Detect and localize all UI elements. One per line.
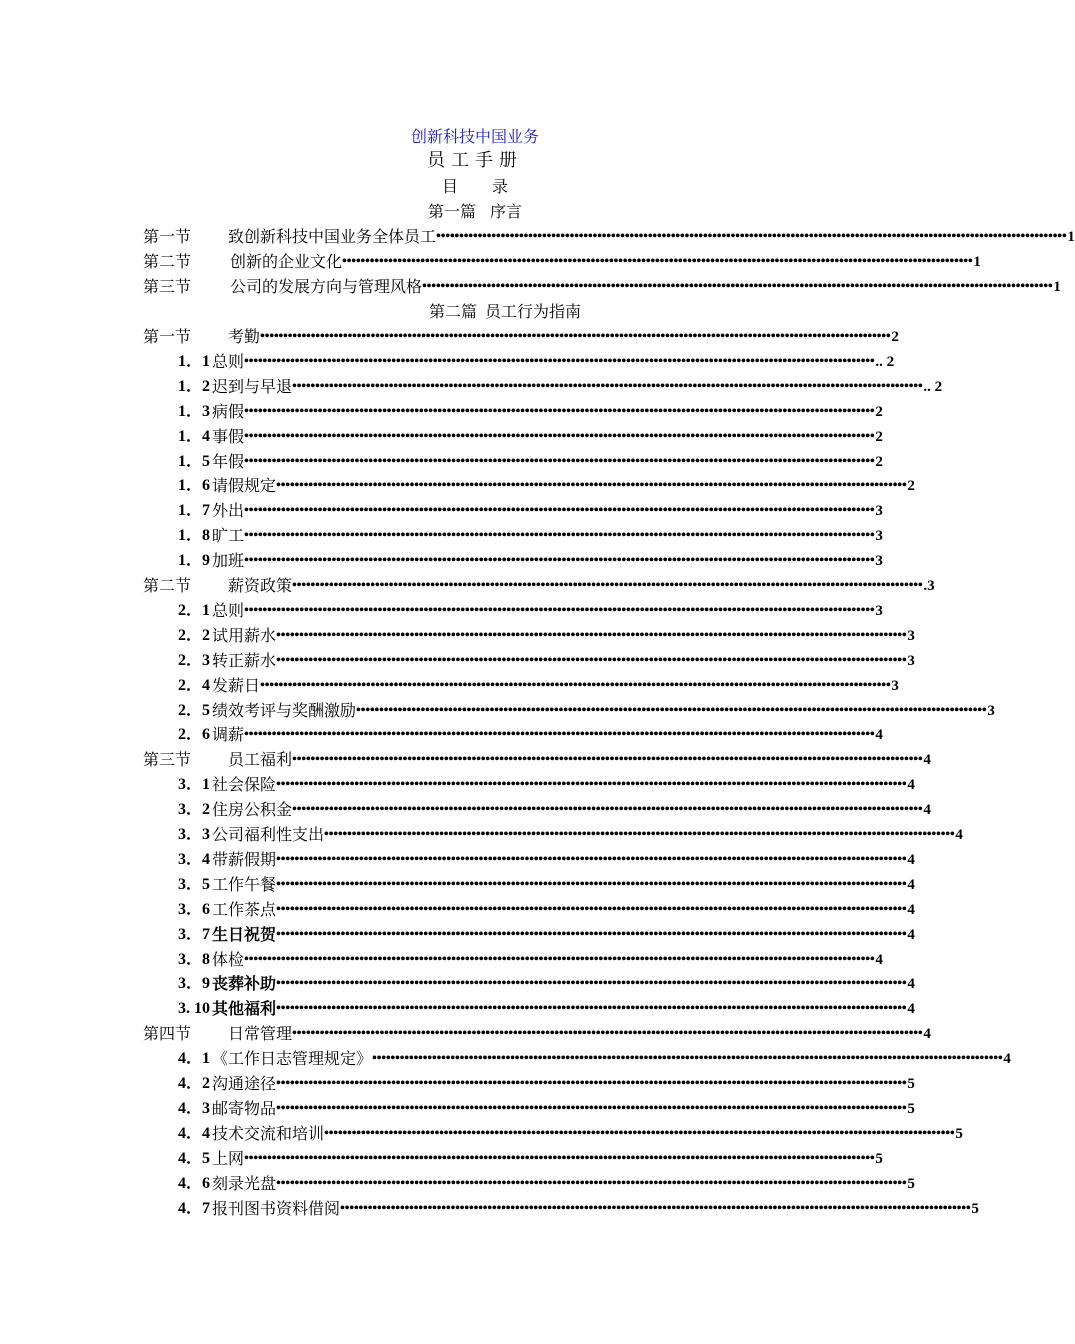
item-number: 4．1 <box>178 1050 211 1068</box>
entry-title: 转正薪水 <box>212 650 277 670</box>
entry-title: 绩效考评与奖酬激励 <box>212 700 357 720</box>
page-number: 5 <box>955 1125 963 1142</box>
entry-title: 刻录光盘 <box>212 1173 277 1193</box>
dot-leader: ••••••••••••••••••••••••••••••••••••••••••••••••••••••••••••••••••••••••••••••••••••••••••••••••••••••••••••••••••••••••••••••••••••••••• <box>276 1100 907 1116</box>
toc-item-row[interactable] <box>143 774 915 796</box>
item-number: 1．4 <box>178 427 211 445</box>
dot-leader: ••••••••••••••••••••••••••••••••••••••••••••••••••••••••••••••••••••••••••••••••••••••••••••••••••••••••••••••••••••••••••••••••••••••••• <box>276 1001 907 1017</box>
toc-item-row[interactable] <box>143 1048 1011 1070</box>
item-number: 4．4 <box>178 1124 211 1142</box>
dot-leader: ••••••••••••••••••••••••••••••••••••••••••••••••••••••••••••••••••••••••••••••••••••••••••••••••••••••••••••••••••••••••••••••••••••••••• <box>276 777 907 793</box>
toc-item-row[interactable] <box>143 1173 915 1195</box>
toc-item-row[interactable] <box>143 1098 915 1120</box>
entry-title: 发薪日 <box>212 675 261 695</box>
toc-item-row[interactable] <box>143 500 883 522</box>
entry-title: 事假 <box>212 426 245 446</box>
toc-item-row[interactable] <box>143 451 883 473</box>
toc-section-row[interactable] <box>143 575 935 597</box>
toc-heading-right: 录 <box>492 177 509 196</box>
entry-title: 丧葬补助 <box>212 974 277 994</box>
dot-leader: ••••••••••••••••••••••••••••••••••••••••••••••••••••••••••••••••••••••••••••••••••••••••••••••••••••••••••••••••••••••••••••••••••••••••• <box>276 1076 907 1091</box>
dot-leader: ••••••••••••••••••••••••••••••••••••••••••••••••••••••••••••••••••••••••••••••••••••••••••••••••••••••••••••••••••••••••••••••••••••••••• <box>292 802 923 818</box>
page-number: .3 <box>923 578 935 594</box>
page-number: 2 <box>875 428 883 445</box>
item-number: 2．4 <box>178 676 211 694</box>
toc-item-row[interactable] <box>143 351 895 373</box>
item-number: 1．1 <box>178 352 211 370</box>
dot-leader: ••••••••••••••••••••••••••••••••••••••••••••••••••••••••••••••••••••••••••••••••••••••••••••••••••••••••••••••••••••••••••••••••••••••••• <box>244 727 875 743</box>
toc-item-row[interactable] <box>143 625 915 647</box>
item-number: 4．2 <box>178 1075 211 1092</box>
dot-leader: ••••••••••••••••••••••••••••••••••••••••••••••••••••••••••••••••••••••••••••••••••••••••••••••••••••••••••••••••••••••••••••••••••••••••• <box>276 901 907 917</box>
page-number: 4 <box>875 951 883 968</box>
manual-title: 员工手册 <box>427 150 523 171</box>
dot-leader: ••••••••••••••••••••••••••••••••••••••••••••••••••••••••••••••••••••••••••••••••••••••••••••••••••••••••••••••••••••••••••••••••••••••••• <box>244 951 875 967</box>
entry-title: 病假 <box>212 401 245 421</box>
page-number: 4 <box>923 1026 931 1043</box>
page-number: 3 <box>907 652 915 669</box>
toc-section-row[interactable] <box>143 251 981 273</box>
entry-title: 请假规定 <box>212 476 277 496</box>
item-number: 3．6 <box>178 900 211 918</box>
part-one-heading <box>0 201 950 223</box>
entry-title: 致创新科技中国业务全体员工 <box>228 227 437 246</box>
page-number: 4 <box>907 1001 915 1018</box>
item-number: 1．9 <box>178 552 211 570</box>
entry-title: 日常管理 <box>228 1024 293 1044</box>
entry-title: 试用薪水 <box>212 625 277 645</box>
toc-item-row[interactable] <box>143 376 943 398</box>
dot-leader: ••••••••••••••••••••••••••••••••••••••••••••••••••••••••••••••••••••••••••••••••••••••••••••••••••••••••••••••••••••••••••••••••••••••••• <box>276 876 907 892</box>
toc-item-row[interactable] <box>143 1123 963 1145</box>
toc-item-row[interactable] <box>143 401 883 423</box>
page-number: 1 <box>973 253 981 270</box>
dot-leader: ••••••••••••••••••••••••••••••••••••••••••••••••••••••••••••••••••••••••••••••••••••••••••••••••••••••••••••••••••••••••••••••••••••••••• <box>276 976 907 992</box>
item-number: 4．7 <box>178 1199 211 1217</box>
dot-leader: ••••••••••••••••••••••••••••••••••••••••••••••••••••••••••••••••••••••••••••••••••••••••••••••••••••••••••••••••••••••••••••••••••••••••• <box>244 553 875 569</box>
page-number: 4 <box>907 976 915 993</box>
toc-item-row[interactable] <box>143 475 915 497</box>
dot-leader: ••••••••••••••••••••••••••••••••••••••••••••••••••••••••••••••••••••••••••••••••••••••••••••••••••••••••••••••••••••••••••••••••••••••••• <box>244 403 875 419</box>
toc-item-row[interactable] <box>143 1198 979 1220</box>
part-two-heading <box>30 301 980 323</box>
toc-item-row[interactable] <box>143 799 931 821</box>
dot-leader: ••••••••••••••••••••••••••••••••••••••••••••••••••••••••••••••••••••••••••••••••••••••••••••••••••••••••••••••••••••••••••••••••••••••••• <box>244 353 875 369</box>
part-label: 第一篇 <box>427 202 476 221</box>
item-number: 3．8 <box>178 950 211 968</box>
item-number: 1．7 <box>178 502 211 520</box>
toc-item-row[interactable] <box>143 973 915 995</box>
page-number: 4 <box>907 777 915 794</box>
dot-leader: ••••••••••••••••••••••••••••••••••••••••••••••••••••••••••••••••••••••••••••••••••••••••••••••••••••••••••••••••••••••••••••••••••••••••• <box>244 1150 875 1166</box>
page-number: 4 <box>923 802 931 819</box>
toc-item-row[interactable] <box>143 525 883 547</box>
dot-leader: ••••••••••••••••••••••••••••••••••••••••••••••••••••••••••••••••••••••••••••••••••••••••••••••••••••••••••••••••••••••••••••••••••••••••• <box>244 428 875 444</box>
part-label: 第二篇 <box>428 302 477 321</box>
toc-item-row[interactable] <box>143 700 995 722</box>
toc-item-row[interactable] <box>143 426 883 448</box>
item-number: 1．3 <box>178 402 211 420</box>
section-number: 第一节 <box>143 227 192 246</box>
item-number: 1．2 <box>178 377 211 395</box>
page-number: 5 <box>907 1175 915 1192</box>
entry-title: 邮寄物品 <box>212 1098 277 1118</box>
toc-item-row[interactable] <box>143 550 883 572</box>
page-number: 3 <box>907 627 915 644</box>
toc-section-row[interactable] <box>143 749 931 771</box>
section-number: 第三节 <box>143 276 192 296</box>
toc-item-row[interactable] <box>143 1073 915 1095</box>
item-number: 2．1 <box>178 601 211 619</box>
item-number: 3．1 <box>178 776 211 794</box>
item-number: 4．5 <box>178 1149 211 1167</box>
page-number: 2 <box>891 329 899 345</box>
toc-heading-left: 目 <box>441 177 458 196</box>
toc-section-row[interactable] <box>143 226 1075 248</box>
company-title: 创新科技中国业务 <box>410 127 539 146</box>
dot-leader: ••••••••••••••••••••••••••••••••••••••••••••••••••••••••••••••••••••••••••••••••••••••••••••••••••••••••••••••••••••••••••••••••••••••••• <box>276 478 907 494</box>
page-number: 3 <box>875 602 883 619</box>
entry-title: 社会保险 <box>212 775 277 795</box>
entry-title: 旷工 <box>212 526 245 546</box>
item-number: 2．5 <box>178 701 211 719</box>
dot-leader: ••••••••••••••••••••••••••••••••••••••••••••••••••••••••••••••••••••••••••••••••••••••••••••••••••••••••••••••••••••••••••••••••••••••••• <box>260 677 891 693</box>
dot-leader: ••••••••••••••••••••••••••••••••••••••••••••••••••••••••••••••••••••••••••••••••••••••••••••••••••••••••••••••••••••••••••••••••••••••••• <box>422 278 1053 294</box>
part-name: 序言 <box>490 202 523 221</box>
entry-title: 公司福利性支出 <box>212 825 325 844</box>
entry-title: 其他福利 <box>212 999 277 1019</box>
page-number: 4 <box>907 851 915 868</box>
item-number: 3．3 <box>178 826 211 843</box>
entry-title: 总则 <box>212 600 245 620</box>
toc-item-row[interactable] <box>143 924 915 946</box>
page-number: 3 <box>875 503 883 520</box>
dot-leader: ••••••••••••••••••••••••••••••••••••••••••••••••••••••••••••••••••••••••••••••••••••••••••••••••••••••••••••••••••••••••••••••••••••••••• <box>276 851 907 867</box>
entry-title: 技术交流和培训 <box>212 1123 325 1143</box>
dot-leader: ••••••••••••••••••••••••••••••••••••••••••••••••••••••••••••••••••••••••••••••••••••••••••••••••••••••••••••••••••••••••••••••••••••••••• <box>276 627 907 643</box>
entry-title: 工作茶点 <box>212 899 277 919</box>
item-number: 2．2 <box>178 626 211 644</box>
dot-leader: ••••••••••••••••••••••••••••••••••••••••••••••••••••••••••••••••••••••••••••••••••••••••••••••••••••••••••••••••••••••••••••••••••••••••• <box>292 1026 923 1042</box>
page-number: 1 <box>1067 229 1075 245</box>
dot-leader: ••••••••••••••••••••••••••••••••••••••••••••••••••••••••••••••••••••••••••••••••••••••••••••••••••••••••••••••••••••••••••••••••••••••••• <box>244 503 875 519</box>
item-number: 2．6 <box>178 726 211 744</box>
item-number: 4．3 <box>178 1099 211 1117</box>
dot-leader: ••••••••••••••••••••••••••••••••••••••••••••••••••••••••••••••••••••••••••••••••••••••••••••••••••••••••••••••••••••••••••••••••••••••••• <box>260 329 891 344</box>
entry-title: 工作午餐 <box>212 874 277 894</box>
section-number: 第三节 <box>143 750 192 770</box>
dot-leader: ••••••••••••••••••••••••••••••••••••••••••••••••••••••••••••••••••••••••••••••••••••••••••••••••••••••••••••••••••••••••••••••••••••••••• <box>276 652 907 668</box>
entry-title: 调薪 <box>212 725 245 745</box>
dot-leader: ••••••••••••••••••••••••••••••••••••••••••••••••••••••••••••••••••••••••••••••••••••••••••••••••••••••••••••••••••••••••••••••••••••••••• <box>276 1175 907 1191</box>
entry-title: 生日祝贺 <box>212 924 277 944</box>
dot-leader: ••••••••••••••••••••••••••••••••••••••••••••••••••••••••••••••••••••••••••••••••••••••••••••••••••••••••••••••••••••••••••••••••••••••••• <box>356 702 987 718</box>
dot-leader: ••••••••••••••••••••••••••••••••••••••••••••••••••••••••••••••••••••••••••••••••••••••••••••••••••••••••••••••••••••••••••••••••••••••••• <box>276 926 907 942</box>
dot-leader: ••••••••••••••••••••••••••••••••••••••••••••••••••••••••••••••••••••••••••••••••••••••••••••••••••••••••••••••••••••••••••••••••••••••••• <box>342 253 973 269</box>
page-number: .. 2 <box>923 378 943 395</box>
page-number: 3 <box>875 528 883 545</box>
entry-title: 创新的企业文化 <box>230 251 343 271</box>
entry-title: 公司的发展方向与管理风格 <box>230 276 423 296</box>
toc-item-row[interactable] <box>143 724 883 746</box>
dot-leader: ••••••••••••••••••••••••••••••••••••••••••••••••••••••••••••••••••••••••••••••••••••••••••••••••••••••••••••••••••••••••••••••••••••••••• <box>292 578 923 593</box>
page-number: 4 <box>875 727 883 744</box>
dot-leader: ••••••••••••••••••••••••••••••••••••••••••••••••••••••••••••••••••••••••••••••••••••••••••••••••••••••••••••••••••••••••••••••••••••••••• <box>292 378 923 394</box>
item-number: 3．4 <box>178 850 211 868</box>
dot-leader: ••••••••••••••••••••••••••••••••••••••••••••••••••••••••••••••••••••••••••••••••••••••••••••••••••••••••••••••••••••••••••••••••••••••••• <box>244 453 875 469</box>
page-number: 3 <box>891 677 899 694</box>
toc-item-row[interactable] <box>143 949 883 971</box>
dot-leader: ••••••••••••••••••••••••••••••••••••••••••••••••••••••••••••••••••••••••••••••••••••••••••••••••••••••••••••••••••••••••••••••••••••••••• <box>436 229 1067 244</box>
toc-item-row[interactable] <box>143 824 963 846</box>
section-number: 第一节 <box>143 327 192 346</box>
entry-title: 薪资政策 <box>228 576 293 595</box>
toc-item-row[interactable] <box>143 998 915 1020</box>
entry-title: 加班 <box>212 551 245 571</box>
entry-title: 《工作日志管理规定》 <box>212 1049 373 1069</box>
page-number: 5 <box>907 1076 915 1092</box>
dot-leader: ••••••••••••••••••••••••••••••••••••••••••••••••••••••••••••••••••••••••••••••••••••••••••••••••••••••••••••••••••••••••••••••••••••••••• <box>244 528 875 544</box>
dot-leader: ••••••••••••••••••••••••••••••••••••••••••••••••••••••••••••••••••••••••••••••••••••••••••••••••••••••••••••••••••••••••••••••••••••••••• <box>372 1051 1003 1067</box>
page-number: 4 <box>955 827 963 843</box>
page-number: .. 2 <box>875 353 895 370</box>
toc-section-row[interactable] <box>143 276 1061 298</box>
entry-title: 考勤 <box>228 327 261 346</box>
dot-leader: ••••••••••••••••••••••••••••••••••••••••••••••••••••••••••••••••••••••••••••••••••••••••••••••••••••••••••••••••••••••••••••••••••••••••• <box>340 1200 971 1216</box>
page-number: 4 <box>907 926 915 943</box>
entry-title: 沟通途径 <box>212 1074 277 1093</box>
item-number: 3．7 <box>178 925 211 943</box>
page-number: 3 <box>875 553 883 570</box>
entry-title: 住房公积金 <box>212 800 293 820</box>
dot-leader: ••••••••••••••••••••••••••••••••••••••••••••••••••••••••••••••••••••••••••••••••••••••••••••••••••••••••••••••••••••••••••••••••••••••••• <box>324 827 955 842</box>
item-number: 3．5 <box>178 875 211 893</box>
entry-title: 体检 <box>212 949 245 969</box>
dot-leader: ••••••••••••••••••••••••••••••••••••••••••••••••••••••••••••••••••••••••••••••••••••••••••••••••••••••••••••••••••••••••••••••••••••••••• <box>292 752 923 768</box>
page-number: 5 <box>907 1100 915 1117</box>
page-number: 5 <box>971 1200 979 1217</box>
dot-leader: ••••••••••••••••••••••••••••••••••••••••••••••••••••••••••••••••••••••••••••••••••••••••••••••••••••••••••••••••••••••••••••••••••••••••• <box>324 1125 955 1141</box>
entry-title: 总则 <box>212 351 245 371</box>
page-number: 4 <box>907 901 915 918</box>
page-number: 4 <box>1003 1051 1011 1068</box>
page-number: 1 <box>1053 278 1061 295</box>
page-number: 2 <box>875 453 883 470</box>
item-number: 1．8 <box>178 527 211 545</box>
page-number: 4 <box>923 752 931 769</box>
toc-item-row[interactable] <box>143 650 915 672</box>
toc-item-row[interactable] <box>143 849 915 871</box>
page-number: 5 <box>875 1150 883 1167</box>
item-number: 4．6 <box>178 1174 211 1192</box>
toc-item-row[interactable] <box>143 874 915 896</box>
entry-title: 报刊图书资料借阅 <box>212 1198 341 1218</box>
toc-item-row[interactable] <box>143 600 883 622</box>
item-number: 3．9 <box>178 975 211 993</box>
section-number: 第二节 <box>143 576 192 595</box>
section-number: 第二节 <box>143 251 192 271</box>
toc-heading <box>0 176 950 198</box>
item-number: 3．2 <box>178 801 211 819</box>
toc-section-row[interactable] <box>143 326 899 348</box>
page-number: 2 <box>907 478 915 495</box>
toc-item-row[interactable] <box>143 1148 883 1170</box>
entry-title: 年假 <box>212 451 245 471</box>
item-number: 2．3 <box>178 651 211 669</box>
item-number: 1．5 <box>178 452 211 470</box>
item-number: 3. 10 <box>178 1000 210 1018</box>
toc-item-row[interactable] <box>143 899 915 921</box>
toc-section-row[interactable] <box>143 1023 931 1045</box>
entry-title: 上网 <box>212 1148 245 1168</box>
entry-title: 迟到与早退 <box>212 376 293 396</box>
part-name: 员工行为指南 <box>485 302 582 321</box>
page-number: 4 <box>907 876 915 893</box>
page-number: 3 <box>987 702 995 719</box>
section-number: 第四节 <box>143 1024 192 1044</box>
item-number: 1．6 <box>178 477 211 495</box>
dot-leader: ••••••••••••••••••••••••••••••••••••••••••••••••••••••••••••••••••••••••••••••••••••••••••••••••••••••••••••••••••••••••••••••••••••••••• <box>244 602 875 618</box>
entry-title: 外出 <box>212 501 245 521</box>
entry-title: 员工福利 <box>228 750 293 770</box>
page-number: 2 <box>875 403 883 420</box>
entry-title: 带薪假期 <box>212 849 277 869</box>
toc-item-row[interactable] <box>143 675 899 697</box>
